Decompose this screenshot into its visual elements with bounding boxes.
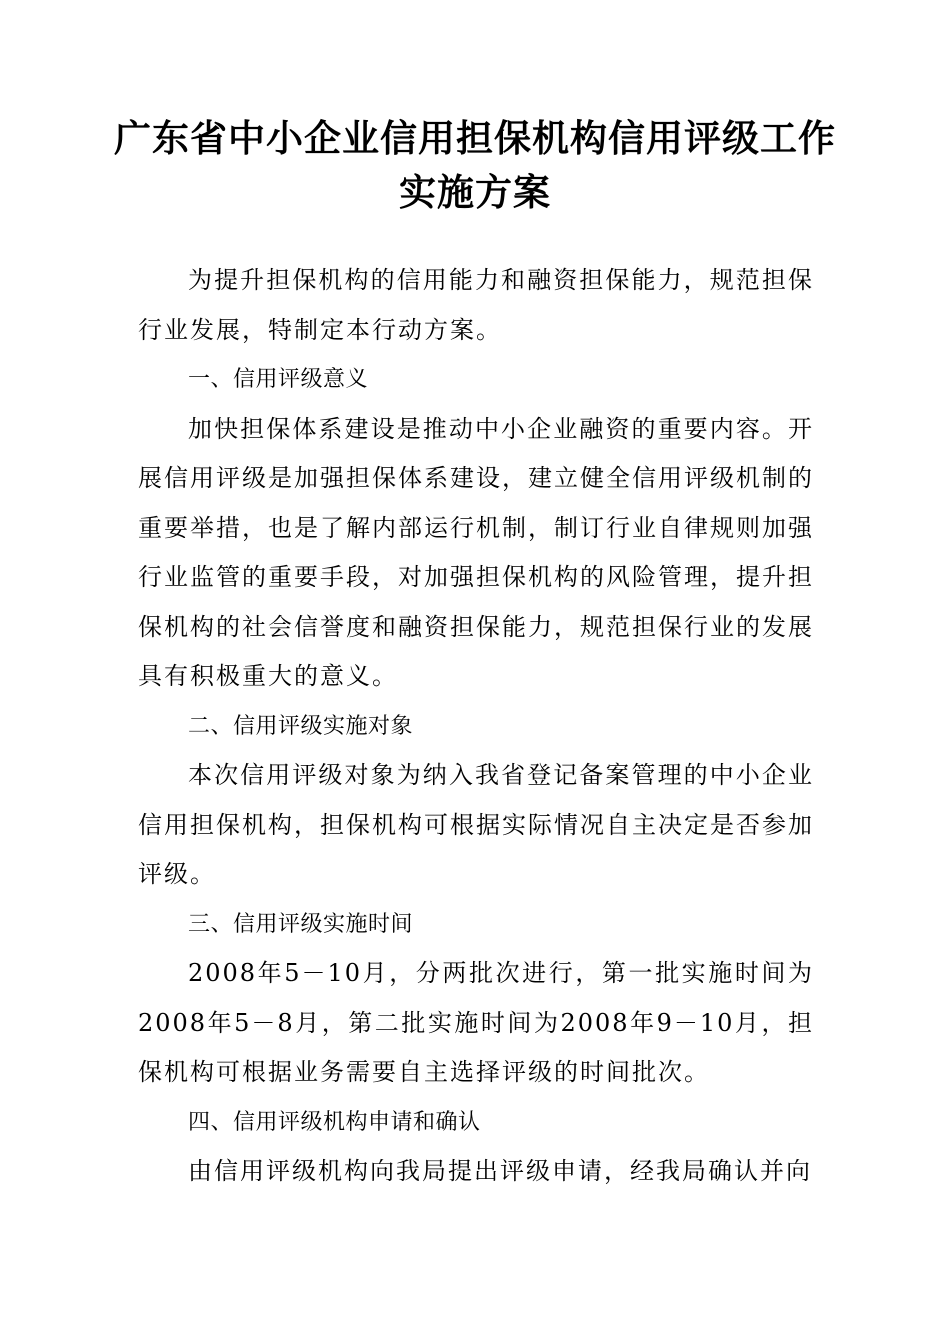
title-line-1: 广东省中小企业信用担保机构信用评级工作: [114, 117, 836, 160]
intro-paragraph: 为提升担保机构的信用能力和融资担保能力，规范担保行业发展，特制定本行动方案。: [138, 266, 814, 344]
section-heading-3: 三、信用评级实施时间: [188, 911, 414, 937]
section-heading-1: 一、信用评级意义: [188, 367, 369, 392]
section-heading-2: 二、信用评级实施对象: [188, 713, 414, 739]
section-heading-4: 四、信用评级机构申请和确认: [188, 1109, 481, 1135]
section-body-1: 加快担保体系建设是推动中小企业融资的重要内容。开展信用评级是加强担保体系建设，建立健全信用评级机制的重要举措，也是了解内部运行机制，制订行业自律规则加强行业监管的重要手段，对加强担保机构的风险管理，提升担保机构的社会信誉度和融资担保能力，规范担保行业的发展具有积极重大的意义。: [138, 414, 814, 690]
section-body-2: 本次信用评级对象为纳入我省登记备案管理的中小企业信用担保机构，担保机构可根据实际情况自主决定是否参加评级。: [138, 761, 814, 888]
section-body-3: 2008年5－10月，分两批次进行，第一批实施时间为2008年5－8月，第二批实施时间为2008年9－10月，担保机构可根据业务需要自主选择评级的时间批次。: [138, 959, 814, 1086]
section-body-4: 由信用评级机构向我局提出评级申请，经我局确认并向: [188, 1157, 812, 1185]
document-body: [138, 256, 814, 1197]
title-line-2: 实施方案: [399, 171, 551, 214]
document-title: [80, 112, 870, 220]
